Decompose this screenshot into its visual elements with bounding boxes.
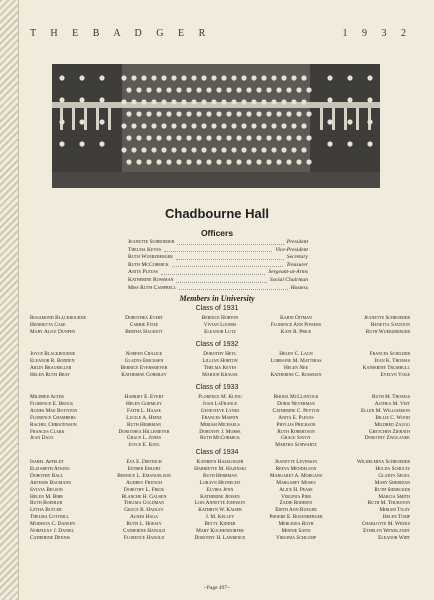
member-name: Ruth L. Hoesly: [126, 521, 162, 528]
member-name: Mary Alice Dunphy: [30, 328, 76, 335]
member-name: Phyllis Prickson: [276, 421, 316, 428]
member-name: Bernice Eversmeyer: [120, 364, 168, 371]
member-name: Ellen M. Williamson: [360, 407, 410, 414]
member-name: Lois Annette Johnson: [194, 500, 246, 507]
member-column: [30, 459, 106, 542]
leader-dots: [176, 254, 284, 260]
member-name: Elizabeth Atkins: [30, 465, 70, 472]
member-name: Ruth Herrman: [202, 472, 238, 479]
header-title: T H E B A D G E R: [30, 28, 212, 39]
member-column: [106, 394, 182, 449]
officer-name: Thelma Keyes: [128, 246, 162, 253]
leader-dots: [161, 269, 265, 275]
member-name: Virginia Pier: [281, 493, 311, 500]
member-name: Lorayn Heyrecht: [199, 479, 241, 486]
member-column: [334, 315, 410, 336]
member-name: Mercedia Roth: [278, 521, 314, 528]
member-name: Ruth Wuerzberger: [365, 328, 410, 335]
class-heading: Class of 1933: [195, 384, 239, 391]
member-name: Dorothy Zwolanek: [364, 435, 410, 442]
member-name: Charlotte M. Weeks: [361, 521, 410, 528]
member-grid: [30, 394, 410, 449]
member-name: Althea M. Veit: [374, 400, 410, 407]
member-name: Harriette M. Hazinski: [194, 465, 246, 472]
member-name: Dorothea Evert: [125, 315, 163, 321]
member-name: Florence Chambers: [30, 414, 76, 421]
member-name: Thelma Cottrill: [30, 514, 69, 521]
member-column: [106, 459, 182, 542]
member-name: Agnes Haga: [129, 514, 159, 521]
member-column: [106, 351, 182, 379]
officer-row: [128, 262, 308, 270]
member-name: Helen Nee: [283, 364, 309, 371]
member-column: [106, 315, 182, 336]
member-name: Eleanor Wirt: [378, 534, 410, 541]
member-name: Thelma Goldman: [123, 500, 165, 507]
member-name: Ruth McCormick: [200, 435, 240, 442]
member-name: Florence Hanold: [123, 534, 165, 541]
member-name: Bertha Hackett: [125, 328, 163, 335]
member-column: [334, 351, 410, 379]
member-name: Jean Daus: [30, 435, 54, 442]
member-name: Wilhelmina Schroeder: [356, 459, 410, 465]
member-name: Katherine Jensen: [200, 493, 240, 500]
member-name: Miriam Tigay: [379, 507, 410, 514]
officer-role: Secretary: [286, 254, 308, 261]
member-name: Phoebe E. Rosenberger: [269, 514, 323, 521]
leader-dots: [164, 247, 272, 253]
member-grid: [30, 459, 410, 542]
member-name: Edith Ann Rueger: [275, 507, 317, 514]
member-column: [30, 394, 106, 449]
member-name: Gretchen Zierath: [368, 428, 410, 435]
officer-role: Vice-President: [275, 246, 308, 253]
officer-name: Anita Pleuss: [128, 269, 159, 276]
member-name: Rosamond Blackbourne: [30, 315, 86, 321]
member-name: Ruth Robertson: [277, 428, 315, 435]
member-name: Mary Sheridan: [374, 479, 410, 486]
member-name: Virginia Schlump: [275, 534, 317, 541]
officer-role: Treasurer: [286, 261, 308, 268]
member-name: Esther Ehlert: [127, 465, 161, 472]
member-name: Henrietta Case: [30, 321, 66, 328]
member-name: Evelyn Voge: [380, 371, 410, 378]
member-name: Reeva Mendelson: [275, 465, 317, 472]
member-name: Katherine C. Rossman: [270, 371, 322, 378]
officer-name: Ruth McCormick: [128, 261, 169, 268]
member-name: Helen M. Birr: [30, 493, 63, 500]
member-name: Norplexy J. Daniel: [30, 528, 75, 535]
member-name: Florence Ann Powers: [270, 321, 322, 328]
member-name: Faith L. Haase: [127, 407, 161, 414]
member-name: Helen Gormley: [125, 400, 163, 407]
member-name: Rachel Christenson: [30, 421, 77, 428]
member-name: Carrie Fitze: [129, 321, 159, 328]
member-name: Frances Clark: [30, 428, 65, 435]
member-name: Catherine Dennis: [30, 534, 71, 541]
member-column: [30, 351, 106, 379]
member-name: Eleanor R. Bodden: [30, 357, 75, 364]
member-name: Kate R. Price: [280, 328, 312, 335]
member-name: Helen Ruth Bray: [30, 371, 71, 378]
member-column: [182, 315, 258, 336]
member-name: Dorothy L. Frick: [123, 486, 165, 493]
officer-row: [128, 247, 308, 255]
class-heading: Class of 1934: [195, 449, 239, 456]
member-name: Isabel Affeldt: [30, 459, 64, 465]
member-name: Eva E. Dietrich: [126, 459, 162, 465]
member-name: Katherine Trumbull: [362, 364, 410, 371]
member-name: Renetta Stanton: [370, 321, 410, 328]
member-column: [258, 394, 334, 449]
member-name: Mildred Alter: [30, 394, 64, 400]
member-name: Ruth Siebecker: [374, 486, 410, 493]
officer-row: [128, 254, 308, 262]
member-name: Gladys Ericksen: [124, 357, 164, 364]
member-name: Bernice Horton: [201, 315, 239, 321]
member-name: Modesta C. Danehy: [30, 521, 76, 528]
officer-row: [128, 285, 308, 293]
member-name: Noreen Chalice: [125, 351, 163, 357]
page-header: [30, 28, 412, 39]
officers-list: [128, 239, 308, 292]
member-name: Ruth M. Thomas: [371, 394, 410, 400]
member-name: Joyce E. King: [128, 442, 160, 449]
member-name: Catherine C. Peyton: [272, 407, 320, 414]
member-column: [258, 351, 334, 379]
member-name: Martha Schwartz: [275, 442, 317, 449]
officer-name: Miss Ruth Campbell: [128, 284, 176, 291]
officer-row: [128, 277, 308, 285]
member-name: Ruth M. Thurston: [367, 500, 410, 507]
member-name: Florence M. Kling: [198, 394, 242, 400]
member-name: Dorothy H. Lawrence: [194, 534, 246, 541]
member-name: Jeanette Levinson: [274, 459, 318, 465]
member-name: Frances Martin: [201, 414, 239, 421]
member-name: Florence E. Brock: [30, 400, 74, 407]
member-name: Frances Schilder: [369, 351, 410, 357]
officers-heading: Officers: [200, 228, 234, 238]
officer-role: Sergeant-at-Arms: [268, 269, 308, 276]
member-name: Joan LaFrance: [202, 400, 238, 407]
member-name: Karin Oitman: [280, 315, 312, 321]
officer-name: Jeanette Schroeder: [128, 239, 175, 245]
member-name: Doris Neverman: [277, 400, 315, 407]
leader-dots: [177, 239, 284, 245]
header-year: 1 9 3 2: [342, 28, 412, 39]
member-column: [334, 459, 410, 542]
member-name: Harriet E. Evert: [124, 394, 164, 400]
member-name: Ethelyn Wendlandt: [363, 528, 410, 535]
member-name: Elvira Jenn: [206, 486, 234, 493]
member-name: Catherine Hanold: [122, 528, 166, 535]
member-name: Letha Butler: [30, 507, 62, 514]
member-name: Jean K. Thomas: [374, 357, 410, 364]
member-name: J. M. Kelley: [205, 514, 235, 521]
member-column: [258, 459, 334, 542]
member-name: Joyce Blackbourne: [30, 351, 76, 357]
member-name: Kathryn W. Kaiser: [198, 507, 242, 514]
member-name: Lorraine M. Matthias: [270, 357, 322, 364]
officer-role: Social Chairman: [269, 276, 308, 283]
member-name: Marion Krause: [202, 371, 238, 378]
member-name: Sylvia Belson: [30, 486, 63, 493]
member-name: Gladys Seuel: [378, 472, 410, 479]
officer-row: [128, 239, 308, 247]
member-column: [182, 351, 258, 379]
member-name: Eleanor Lutz: [204, 328, 236, 335]
group-photo: [52, 64, 380, 188]
member-name: Alice H. Pease: [279, 486, 313, 493]
officer-name: Katherine Rossman: [128, 276, 174, 283]
member-name: Audrey Fritsch: [125, 479, 163, 486]
member-name: Dorothy Heyl: [203, 351, 237, 357]
officer-name: Ruth Wuerzberger: [128, 254, 173, 261]
member-column: [258, 315, 334, 336]
member-name: Lucile A. Heinz: [126, 414, 162, 421]
page-number: ~Page 497~: [203, 585, 231, 591]
member-name: Lillian Horton: [202, 357, 238, 364]
member-name: Marcia Smith: [378, 493, 410, 500]
members-heading: Members in University: [179, 294, 255, 303]
member-name: Billie C. Wood: [375, 414, 410, 421]
member-column: [334, 394, 410, 449]
member-name: Grace L. Jones: [126, 435, 162, 442]
member-name: Artemis Baumann: [30, 479, 72, 486]
member-name: Miriam Michaels: [200, 421, 240, 428]
member-name: Ruth Boehler: [30, 500, 63, 507]
member-name: Blanche H. Gausen: [121, 493, 167, 500]
member-name: Mary Kochendorfer: [196, 528, 244, 535]
member-name: Hulda Schultz: [375, 465, 410, 472]
member-name: Anita E. Pleuss: [278, 414, 314, 421]
member-name: Margaret Moses: [276, 479, 316, 486]
officer-role: Hostess: [290, 284, 308, 291]
member-name: Zadie Roberts: [279, 500, 313, 507]
member-name: Rhoda McClintock: [273, 394, 319, 400]
member-name: Betty Kidder: [204, 521, 236, 528]
member-name: Margaret A. Morgans: [269, 472, 323, 479]
member-name: Vivian Loomis: [203, 321, 237, 328]
member-name: Ruth Herrman: [126, 421, 162, 428]
member-name: Kathryn Hasslinger: [196, 459, 244, 465]
member-name: Thelma Keyes: [203, 364, 237, 371]
member-name: Arlin Braumiller: [30, 364, 72, 371]
member-column: [182, 459, 258, 542]
officer-row: [128, 269, 308, 277]
member-name: Grace Savoy: [281, 435, 311, 442]
class-heading: Class of 1931: [195, 305, 239, 312]
member-name: Dorothy J. Morse: [199, 428, 241, 435]
member-name: Genevieve Lynes: [200, 407, 240, 414]
member-grid: [30, 351, 410, 379]
officer-role: President: [286, 239, 308, 245]
member-name: Minnie Satin: [281, 528, 311, 535]
leader-dots: [172, 262, 284, 268]
member-name: Katherine Gormley: [121, 371, 167, 378]
hall-title: Chadbourne Hall: [164, 206, 269, 221]
member-name: Grace B. Hadley: [124, 507, 164, 514]
class-heading: Class of 1932: [195, 341, 239, 348]
member-name: Helen Tomp: [382, 514, 410, 521]
member-name: Helen C. Laun: [279, 351, 313, 357]
member-name: Dorothy Ball: [30, 472, 64, 479]
member-column: [30, 315, 106, 336]
member-name: Agnes Mae Boynton: [30, 407, 78, 414]
member-name: Dorothea Hillemeyer: [118, 428, 170, 435]
member-name: Bernice L. Emanuelson: [117, 472, 171, 479]
member-column: [182, 394, 258, 449]
member-grid: [30, 315, 410, 336]
member-name: Jeanette Schroeder: [364, 315, 410, 321]
leader-dots: [176, 277, 267, 283]
leader-dots: [179, 285, 288, 291]
member-name: Mildred Zaugg: [374, 421, 410, 428]
